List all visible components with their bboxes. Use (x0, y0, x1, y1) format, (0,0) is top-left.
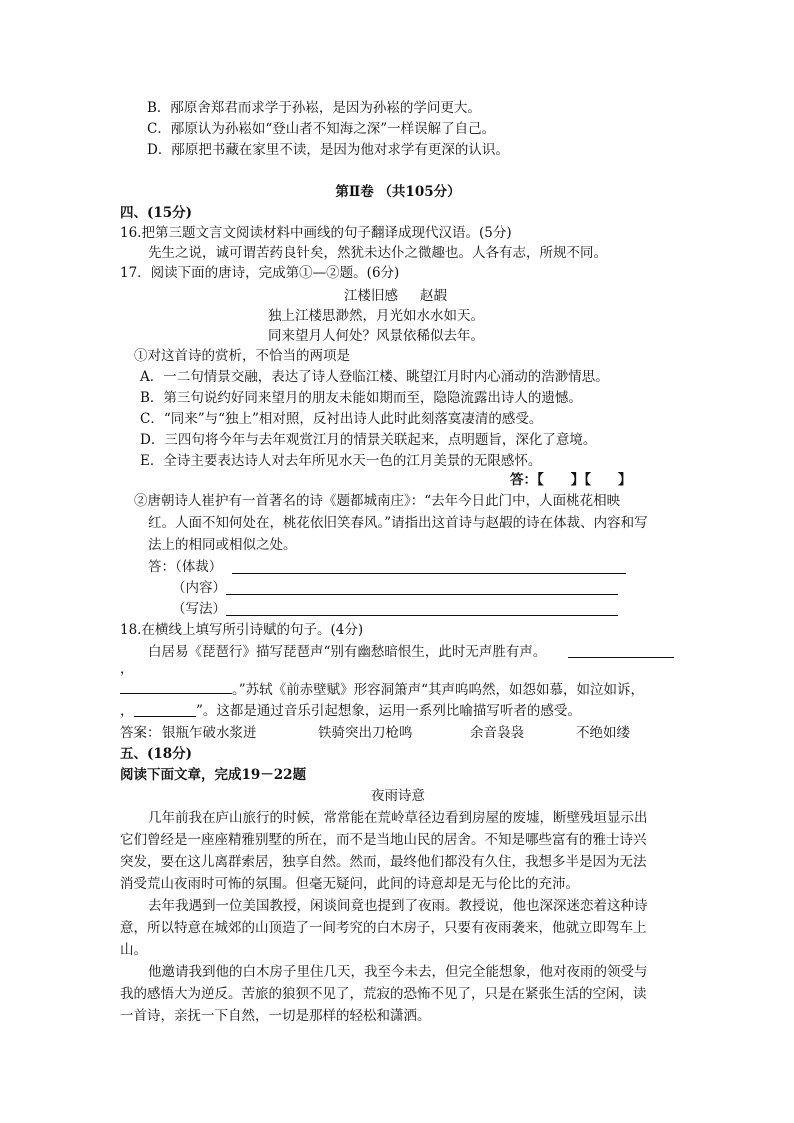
essay-line: 一首诗，亲抚一下自然，一切是那样的轻松和潇洒。 (120, 1008, 431, 1024)
q17-option-c: C．“同来”与“独上”相对照，反衬出诗人此时此刻落寞凄清的感受。 (140, 411, 543, 427)
q18-line1: 白居易《琵琶行》描写琵琶声“别有幽愁暗恨生，此时无声胜有声。 (148, 644, 547, 660)
answer-method-label: （写法） (172, 601, 226, 617)
poem-title: 江楼旧感 (344, 288, 398, 304)
option-d: D．邴原把书藏在家里不读，是因为他对求学有更深的认识。 (147, 142, 509, 158)
q18-answer-2: 铁骑突出刀枪鸣 (318, 725, 413, 741)
q18-blank-3[interactable] (134, 716, 196, 717)
essay-line: 几年前我在庐山旅行的时候，常常能在荒岭草径边看到房屋的废墟，断壁残垣显示出 (148, 810, 648, 826)
section5-heading: 五、(18分) (120, 746, 193, 762)
q17-option-d: D．三四句将今年与去年观赏江月的情景关联起来，点明题旨，深化了意境。 (140, 432, 597, 448)
q18-answer-1: 银瓶乍破水浆迸 (162, 725, 257, 741)
essay-line: 山。 (120, 942, 147, 958)
q18-line2: 。”苏轼《前赤壁赋》形容洞箫声“其声呜呜然，如怨如慕，如泣如诉， (232, 682, 645, 698)
q18-answer-3: 余音袅袅 (470, 725, 524, 741)
q18-answer-4: 不绝如缕 (576, 725, 630, 741)
q17-sub2-line3: 法上的相同或相似之处。 (148, 537, 297, 553)
option-c: C．邴原认为孙崧如“登山者不知海之深”一样误解了自己。 (147, 121, 496, 137)
q16-sentence: 先生之说，诚可谓苦药良针矣，然犹未达仆之微趣也。人各有志，所规不同。 (148, 245, 607, 261)
q18-line3-start: ， (120, 703, 134, 719)
q17-sub1: ①对这首诗的赏析，不恰当的两项是 (134, 348, 350, 364)
essay-line: 他邀请我到他的白木房子里住几天，我至今未去，但完全能想象，他对夜雨的领受与 (148, 964, 648, 980)
q18-line3: ”。这都是通过音乐引起想象，运用一系列比喻描写听者的感受。 (196, 703, 581, 719)
q18-blank-2[interactable] (120, 693, 232, 694)
answer-genre-label: 答：（体裁） (148, 559, 223, 575)
section5-instruction: 阅读下面文章，完成19－22题 (120, 767, 307, 783)
option-b: B．邴原舍郑君而求学于孙崧，是因为孙崧的学问更大。 (147, 100, 481, 116)
q17-option-e: E．全诗主要表达诗人对去年所见水天一色的江月美景的无限感怀。 (140, 453, 542, 469)
poem-line-2: 同来望月人何处？风景依稀似去年。 (268, 328, 484, 344)
q17-prompt: 17．阅读下面的唐诗，完成第①—②题。(6分) (120, 265, 400, 281)
q18-line1-end: ， (120, 661, 134, 677)
essay-line: 去年我遇到一位美国教授，闲谈间竟也提到了夜雨。教授说，他也深深迷恋着这种诗 (148, 898, 648, 914)
essay-line: 我的感悟大为逆反。苦旅的狼狈不见了，荒寂的恐怖不见了，只是在紧张生活的空闲，读 (120, 986, 647, 1002)
q18-answer-label: 答案： (120, 725, 161, 741)
essay-line: 意，所以特意在城郊的山顶造了一间考究的白木房子，只要有夜雨袭来，他就立即驾车上 (120, 920, 647, 936)
essay-title: 夜雨诗意 (371, 788, 425, 804)
q18-blank-1[interactable] (568, 657, 674, 658)
section4-heading: 四、(15分) (120, 205, 193, 221)
part2-title: 第Ⅱ卷 （共105分） (335, 184, 461, 200)
q17-sub2-line2: 红。人面不知何处在，桃花依旧笑春风。”请指出这首诗与赵嘏的诗在体裁、内容和写 (148, 515, 648, 531)
q17-option-a: A．一二句情景交融，表达了诗人登临江楼、眺望江月时内心涌动的浩渺情思。 (140, 369, 609, 385)
essay-line: 消受荒山夜雨时可怖的氛围。但毫无疑问，此间的诗意却是无与伦比的充沛。 (120, 876, 579, 892)
essay-line: 它们曾经是一座座精雅别墅的所在，而不是当地山民的居舍。不知是哪些富有的雅士诗兴 (120, 832, 647, 848)
q16-prompt: 16.把第三题文言文阅读材料中画线的句子翻译成现代汉语。(5分) (120, 225, 512, 241)
poem-line-1: 独上江楼思渺然，月光如水水如天。 (268, 308, 484, 324)
answer-genre-line[interactable] (232, 573, 626, 574)
q17-answer-brackets: 答：【 】【 】 (510, 472, 632, 488)
q17-sub2-line1: ②唐朝诗人崔护有一首著名的诗《题都城南庄》：“去年今日此门中，人面桃花相映 (134, 493, 621, 509)
answer-content-label: （内容） (172, 580, 226, 596)
q17-option-b: B．第三句说约好同来望月的朋友未能如期而至，隐隐流露出诗人的遗憾。 (140, 390, 582, 406)
essay-line: 突发，要在这儿离群索居，独享自然。然而，最终他们都没有久住，我想多半是因为无法 (120, 854, 647, 870)
answer-content-line[interactable] (226, 594, 618, 595)
answer-method-line[interactable] (226, 615, 618, 616)
q18-prompt: 18.在横线上填写所引诗赋的句子。(4分) (120, 622, 364, 638)
poem-author: 赵嘏 (420, 288, 447, 304)
